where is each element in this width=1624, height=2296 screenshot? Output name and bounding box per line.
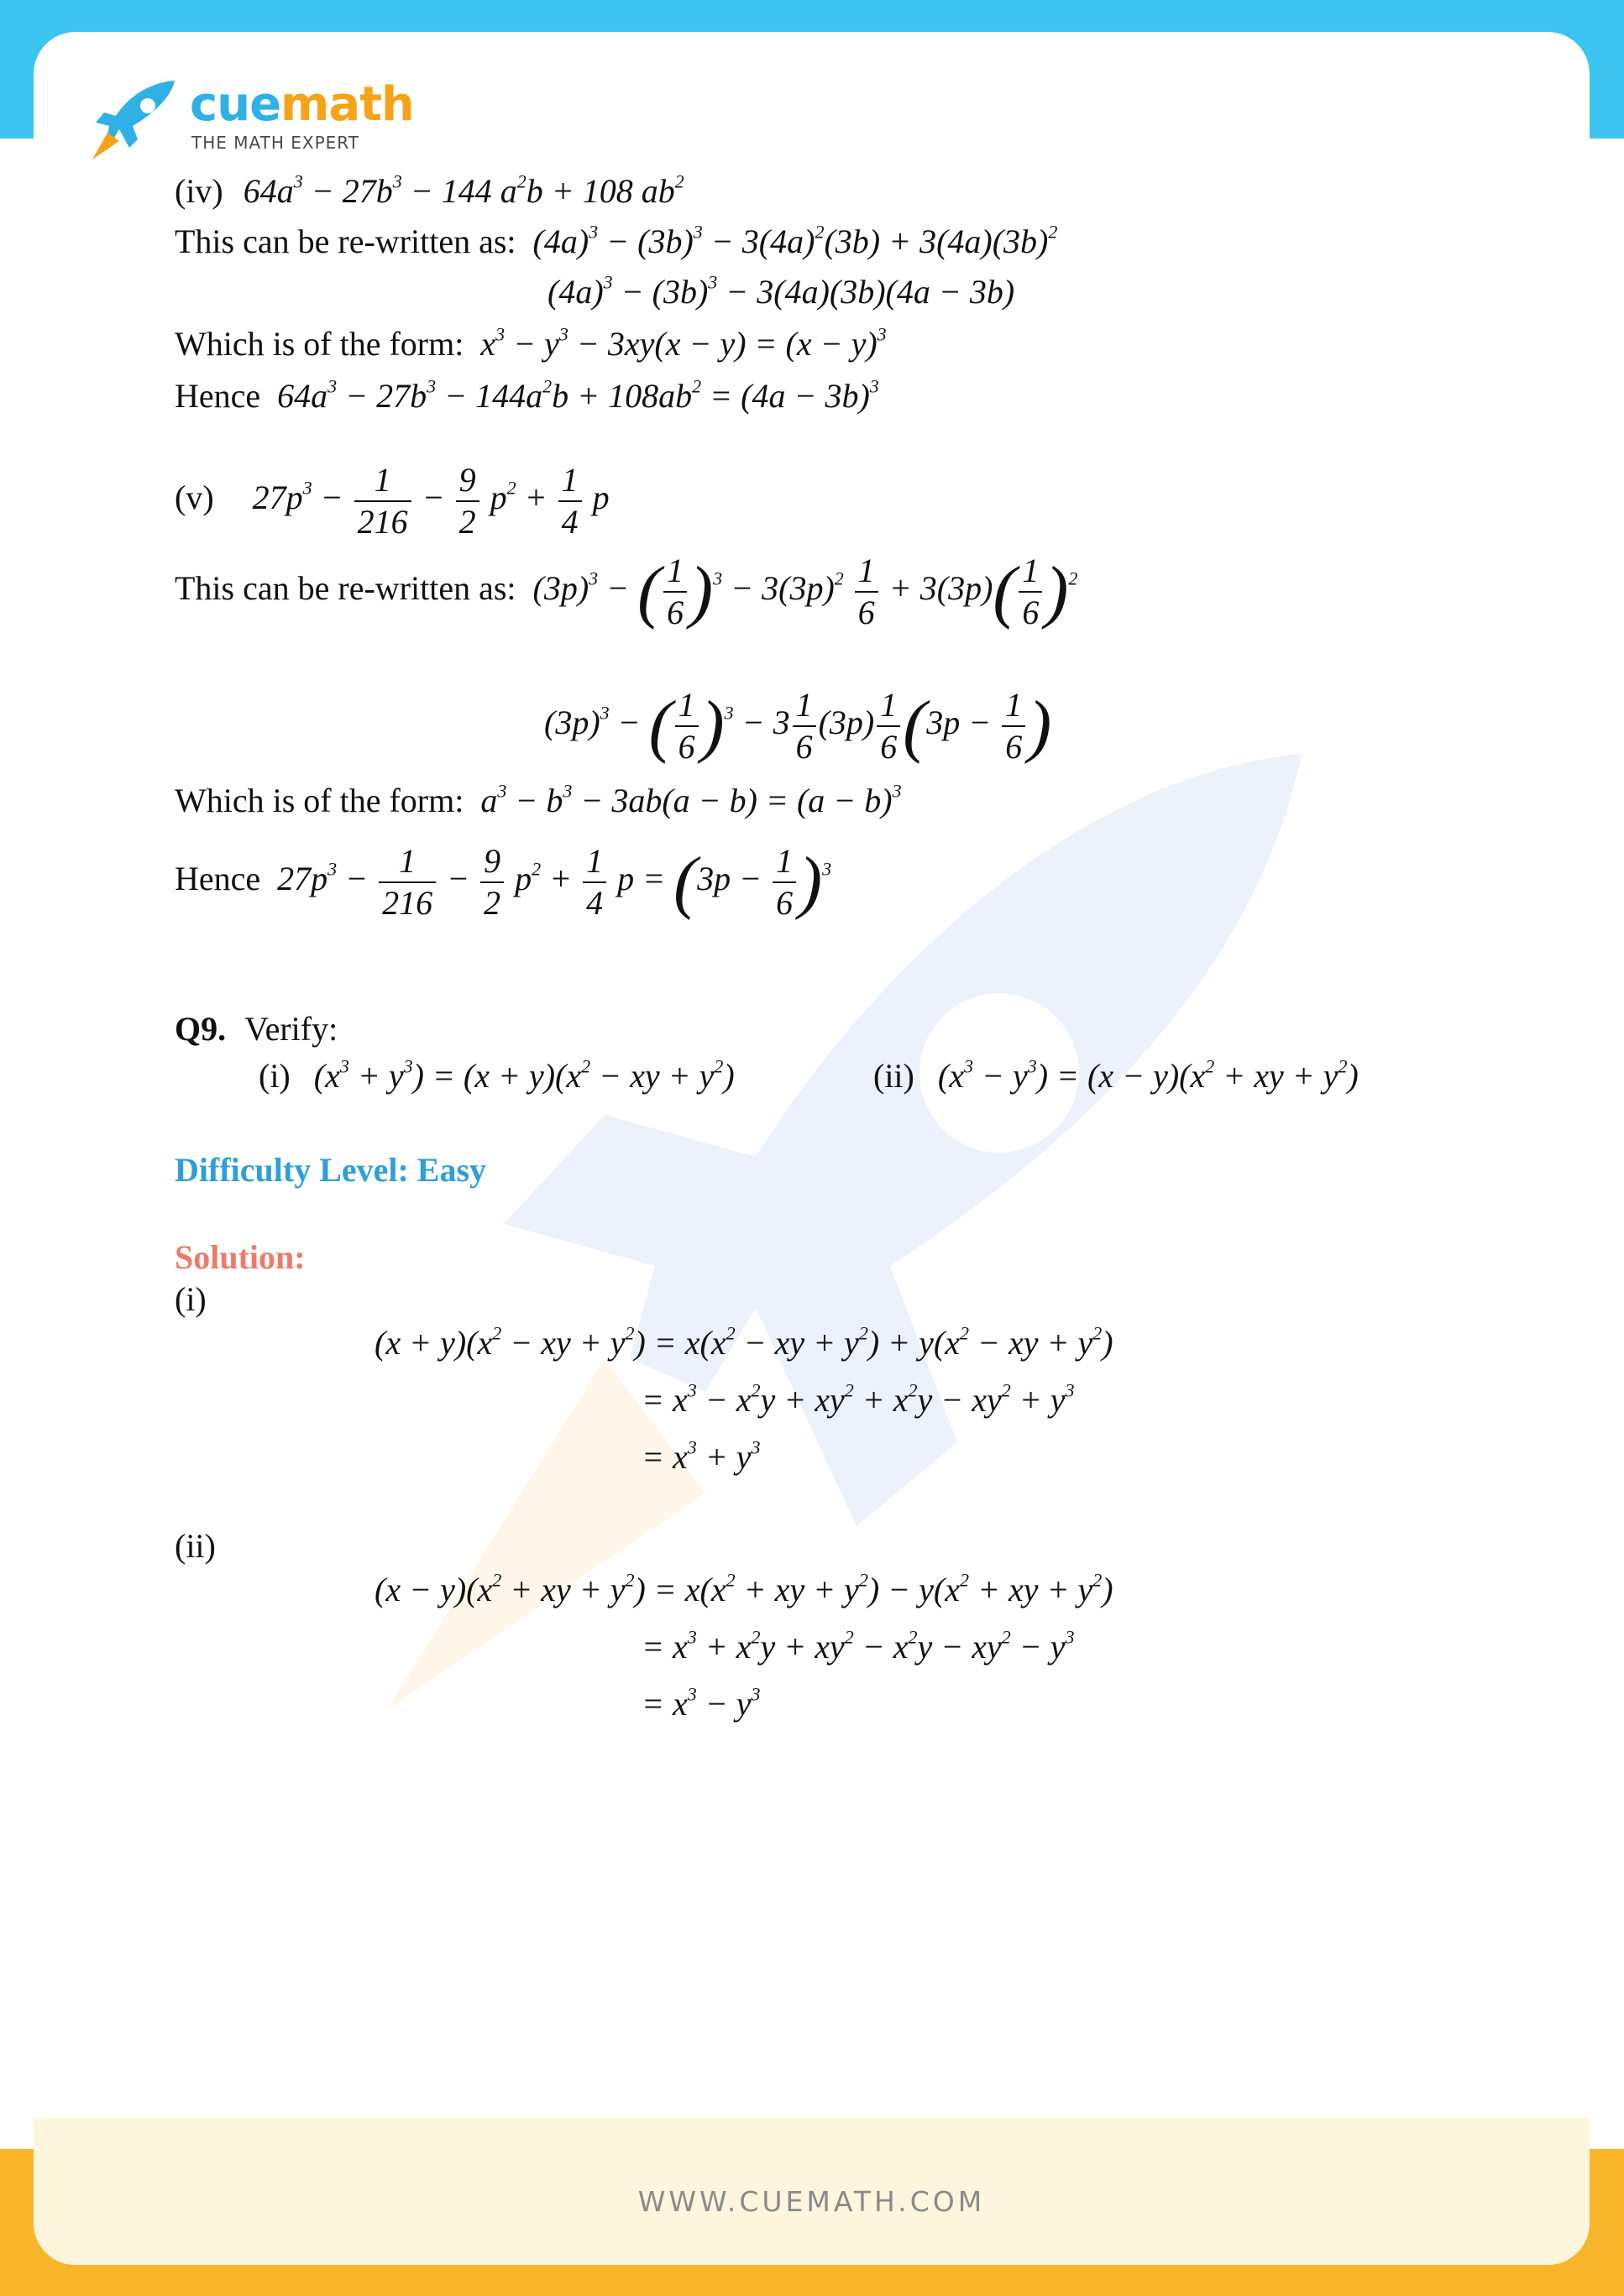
part-iv-hence-line <box>175 375 879 415</box>
part-v-rewrite-text: This can be re-written as: <box>175 569 516 608</box>
solution-i-step-2: = $x^3 - x^2y + xy^2 + x^2y - xy^2 + y^3$ <box>642 1379 1075 1419</box>
question-sub-ii <box>873 1055 1359 1095</box>
brand-wordmark <box>190 77 414 132</box>
part-iv-rewrite-expr: $(4a)^3 - (3b)^3 - 3(4a)^2(3b) + 3(4a)(3b)^2$ <box>532 221 1058 260</box>
question-sub-i-label: (i) <box>259 1057 291 1095</box>
question-number: Q9. <box>175 1010 227 1048</box>
part-iv-hence-expr: $64a^3 - 27b^3 - 144a^2b + 108ab^2 = (4a - 3b)^3$ <box>277 375 879 415</box>
solution-ii-step-1: $(x - y)(x^2$ + xy + $y^2) = x(x^2$ + xy + $y^2) - y(x^2$ + xy + $y^2$) <box>375 1569 1113 1608</box>
part-v-expression: $27p^3$ − $\frac{1}{216}$ − $\frac{9}{2}$ $p^2$ + $\frac{1}{4}$ p <box>252 461 610 541</box>
brand-tagline: THE MATH EXPERT <box>191 133 359 153</box>
part-iv-form-text: Which is of the form: <box>175 325 464 363</box>
solution-ii-step-2: = $x^3 + x^2y + xy^2 - x^2y - xy^2 - y^3$ <box>642 1626 1075 1666</box>
page-card <box>34 32 1590 2265</box>
part-v-hence-line <box>175 842 832 922</box>
part-v-rewrite-line <box>175 554 1077 630</box>
part-iv-expression: $64a^3 - 27b^3 - 144$ $a^2b + 108$ $ab^2$ <box>243 170 684 210</box>
part-iv-form-line <box>175 323 887 363</box>
solution-ii-step-3: = $x^3 - y^3$ <box>642 1683 761 1723</box>
part-iv-rewrite-text: This can be re-written as: <box>175 222 516 260</box>
brand-word-cue: cue <box>190 77 281 132</box>
question-heading <box>175 1012 338 1046</box>
part-v-rewrite-expr: $(3p)^3$ − ( $\frac{1}{6}$ )$^3 - 3(3p)^2$ $\frac{1}{6}$ + 3(3p)( $\frac{1}{6}$ )$^2$ <box>532 552 1078 631</box>
difficulty-level: Difficulty Level: Easy <box>175 1151 487 1189</box>
part-v-rewrite-expr-2: $(3p)^3$ − ( $\frac{1}{6}$ )$^3$ − 3 $\frac{1}{6}$ (3p) $\frac{1}{6}$ (3p − $\frac{1}{6}$ ) <box>544 686 1052 766</box>
footer-url: WWW.CUEMATH.COM <box>637 2185 986 2218</box>
question-sub-ii-label: (ii) <box>873 1057 914 1095</box>
solution-part-ii-label: (ii) <box>175 1527 216 1565</box>
part-v-heading <box>175 463 610 539</box>
footer-strip <box>34 2118 1590 2265</box>
question-sub-ii-expr: $(x^3 - y^3) = (x - y)(x^2$ + xy + $y^2$) <box>937 1055 1359 1095</box>
solution-part-i-label: (i) <box>175 1280 207 1318</box>
part-v-form-expr: $a^3 - b^3 - 3ab(a - b) = (a - b)^3$ <box>480 780 902 819</box>
part-iv-form-expr: $x^3 - y^3 - 3xy(x - y) = (x - y)^3$ <box>480 323 887 363</box>
part-v-form-line <box>175 780 902 819</box>
brand-word-math: math <box>280 77 414 132</box>
part-iv-rewrite-line <box>175 221 1058 260</box>
part-v-hence-expr: $27p^3$ − $\frac{1}{216}$ − $\frac{9}{2}$ $p^2$ + $\frac{1}{4}$ p = (3p − $\frac{1}{6}$ )$^3$ <box>277 842 832 922</box>
part-iv-label: (iv) <box>175 172 223 210</box>
question-sub-i-expr: $(x^3 + y^3) = (x + y)(x^2$ − xy + $y^2$) <box>313 1055 735 1095</box>
part-v-label: (v) <box>175 479 214 517</box>
solution-i-step-1: $(x + y)(x^2$ − xy + $y^2) = x(x^2$ − xy + $y^2) + y(x^2$ − xy + $y^2$) <box>375 1322 1113 1362</box>
part-v-hence-text: Hence <box>175 860 261 898</box>
solution-heading: Solution: <box>175 1238 306 1276</box>
part-v-form-text: Which is of the form: <box>175 782 464 819</box>
part-iv-hence-text: Hence <box>175 377 261 415</box>
rocket-logo-icon <box>91 77 183 161</box>
question-sub-i <box>259 1055 735 1095</box>
part-iv-rewrite-expr-2: $(4a)^3 - (3b)^3 - 3(4a)(3b)(4a - 3b)$ <box>547 271 1015 311</box>
question-prompt: Verify: <box>244 1010 338 1048</box>
solution-i-step-3: = $x^3 + y^3$ <box>642 1436 761 1476</box>
part-iv-heading <box>175 170 684 210</box>
